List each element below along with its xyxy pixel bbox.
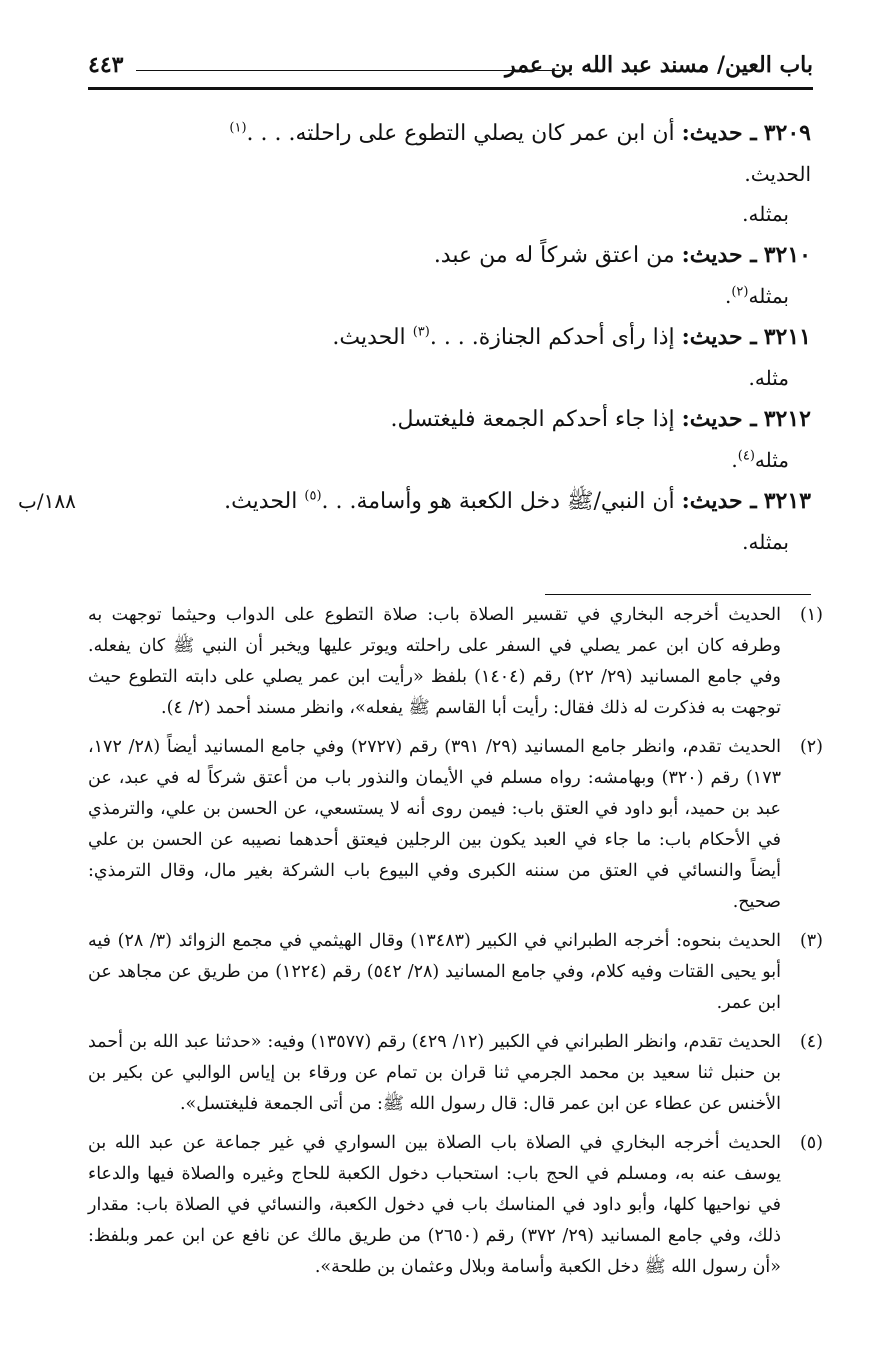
footnote-4 (88, 1027, 823, 1120)
hadith-ruling-line: بمثله$^{(٢)}$. (724, 284, 789, 308)
hadith-label: ـ حديث: (681, 488, 757, 514)
header-rule (88, 87, 813, 90)
hadith-3212 (88, 398, 811, 440)
hadith-text: أن ابن عمر كان يصلي التطوع على راحلته. . . . (246, 121, 675, 146)
hadith-3211 (88, 316, 811, 358)
hadith-text: من اعتق شركاً له من عبد. (433, 243, 675, 268)
running-header (88, 46, 813, 90)
hadith-3209 (88, 112, 811, 154)
hadith-number: ٣٢١٢ (763, 406, 811, 432)
footnote-ref: (٣) (412, 324, 430, 340)
hadith-after: الحديث. (332, 325, 406, 350)
hadith-number: ٣٢١١ (763, 324, 811, 350)
footnote-2 (88, 732, 823, 918)
hadith-number: ٣٢٠٩ (763, 120, 811, 146)
hadith-3213 (18, 480, 811, 522)
hadith-number: ٣٢١٠ (763, 242, 811, 268)
hadith-ruling: بمثله (748, 284, 789, 308)
header-title: باب العين/ مسند عبد الله بن عمر (505, 52, 813, 78)
footnote-3 (88, 926, 823, 1019)
footnote-separator (545, 594, 811, 595)
hadith-number: ٣٢١٣ (763, 488, 811, 514)
hadith-label: ـ حديث: (681, 324, 757, 350)
footnote-ref: (١) (229, 120, 247, 136)
hadith-list (18, 112, 811, 562)
footnote-number: (١) (799, 605, 823, 625)
hadith-ruling: بمثله. (742, 530, 789, 554)
hadith-text: إذا جاء أحدكم الجمعة فليغتسل. (390, 407, 675, 432)
page-number: ٤٤٣ (88, 52, 124, 78)
hadith-after: الحديث. (224, 489, 298, 514)
footnote-number: (٣) (799, 931, 823, 951)
footnote-text: الحديث تقدم، وانظر الطبراني في الكبير (١٢/ ٤٢٩) رقم (١٣٥٧٧) وفيه: «حدثنا عبد الله بن أحمد بن حنبل ثنا سعيد بن محمد الجرمي ثنا قران بن تمام عن ورقاء بن إياس الوالبي عن بكير بن الأخنس عن عطاء عن ابن عمر قال: قال رسول الله ﷺ: من أتى الجمعة فليغتسل». (88, 1032, 781, 1114)
hadith-ruling-line: مثله$^{(٤)}$. (731, 448, 789, 472)
footnotes (88, 600, 823, 1291)
footnote-text: الحديث تقدم، وانظر جامع المسانيد (٢٩/ ٣٩١) رقم (٢٧٢٧) وفي جامع المسانيد أيضاً (٢٨/ ١٧٢، ١٧٣) رقم (٣٢٠) وبهامشه: رواه مسلم في الأيمان والنذور باب من أعتق شركاً له في عبد، عن عبد بن حميد، أبو داود في العتق باب: فيمن روى أنه لا يستسعي، عن الحسن بن علي، والترمذي في الأحكام باب: ما جاء في العبد يكون بين الرجلين فيعتق أحدهما نصيبه عن الحسن بن علي أيضاً والنسائي في العتق من سننه الكبرى وفي البيوع باب الشركة بغير مال، وقال الترمذي: صحيح. (88, 737, 782, 912)
hadith-text: أن النبي/ﷺ دخل الكعبة هو وأسامة. . . (321, 489, 675, 514)
footnote-ref: (٤) (737, 448, 755, 464)
footnote-text: الحديث أخرجه البخاري في الصلاة باب الصلاة بين السواري في غير جماعة عن عبد الله بن يوسف عنه به، ومسلم في الحج باب: استحباب دخول الكعبة للحاج وغيره والصلاة فيها والدعاء في نواحيها كلها، وأبو داود في المناسك باب في دخول الكعبة، والنسائي في الصلاة باب: مقدار ذلك، وفي جامع المسانيد (٢٩/ ٣٧٢) رقم (٢٦٥٠) من طريق مالك عن نافع عن ابن عمر وبلفظ: «أن رسول الله ﷺ دخل الكعبة وأسامة وبلال وعثمان بن طلحة». (88, 1133, 781, 1277)
footnote-number: (٥) (799, 1133, 823, 1153)
footnote-ref: (٥) (304, 488, 322, 504)
footnote-number: (٢) (799, 737, 823, 757)
hadith-3210 (88, 234, 811, 276)
hadith-label: ـ حديث: (681, 242, 757, 268)
footnote-number: (٤) (799, 1032, 823, 1052)
manuscript-folio-marker: ١٨٨/ب (18, 489, 76, 513)
footnote-5 (88, 1128, 823, 1283)
footnote-1 (88, 600, 823, 724)
footnote-ref: (٢) (731, 284, 749, 300)
hadith-label: ـ حديث: (681, 406, 757, 432)
header-leader-line (136, 70, 561, 71)
hadith-ruling: بمثله. (742, 202, 789, 226)
hadith-text: إذا رأى أحدكم الجنازة. . . . (429, 325, 675, 350)
hadith-label: ـ حديث: (681, 120, 757, 146)
hadith-ruling: مثله (754, 448, 789, 472)
hadith-ruling: مثله. (748, 366, 789, 390)
footnote-text: الحديث أخرجه البخاري في تقسير الصلاة باب: صلاة التطوع على الدواب وحيثما توجهت به وطرفه كان ابن عمر يصلي في السفر على راحلته ويوتر عليها ويخبر أن النبي ﷺ كان يفعله. وفي جامع المسانيد (٢٩/ ٢٢) رقم (١٤٠٤) بلفظ «رأيت ابن عمر يصلي على دابته التطوع حيث توجهت به فذكرت له ذلك فقال: رأيت أبا القاسم ﷺ يفعله»، وانظر مسند أحمد (٢/ ٤). (88, 605, 781, 718)
footnote-text: الحديث بنحوه: أخرجه الطبراني في الكبير (١٣٤٨٣) وقال الهيثمي في مجمع الزوائد (٣/ ٢٨) فيه أبو يحيى القتات وفيه كلام، وفي جامع المسانيد (٢٨/ ٥٤٢) رقم (١٢٢٤) من طريق عن مجاهد عن ابن عمر. (88, 931, 781, 1013)
hadith-continuation: الحديث. (744, 162, 811, 186)
